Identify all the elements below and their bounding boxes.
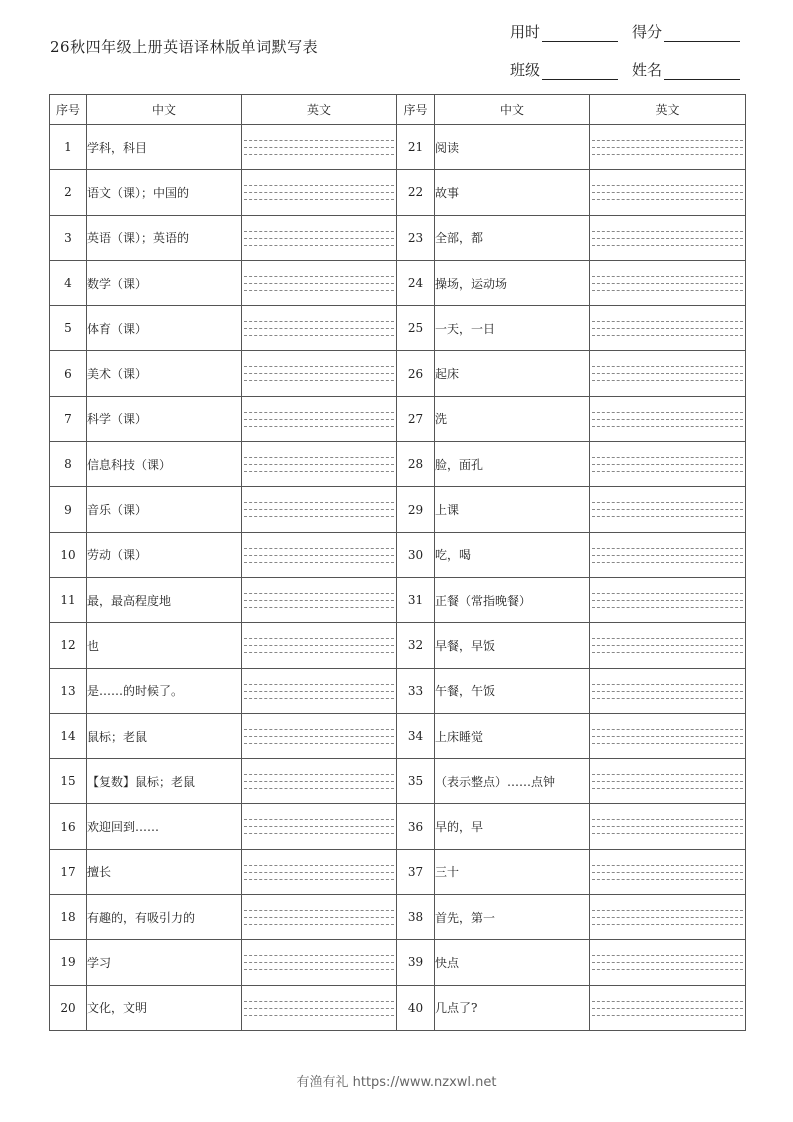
table-row <box>50 125 746 170</box>
chinese-word: 首先，第一 <box>435 895 590 940</box>
table-row <box>50 532 746 577</box>
english-answer-box[interactable] <box>242 215 397 260</box>
writing-guide-line <box>244 684 394 685</box>
writing-guide-line <box>244 698 394 699</box>
table-row <box>50 306 746 351</box>
chinese-word: 鼠标；老鼠 <box>87 713 242 758</box>
writing-guide-line <box>592 328 743 329</box>
writing-guide-line <box>592 245 743 246</box>
english-answer-box[interactable] <box>590 532 746 577</box>
table-row <box>50 623 746 668</box>
writing-guide-line <box>244 328 394 329</box>
page-title: 26秋四年级上册英语译林版单词默写表 <box>50 38 319 56</box>
chinese-word: 午餐，午饭 <box>435 668 590 713</box>
row-index: 16 <box>50 804 87 849</box>
row-index: 24 <box>397 260 435 305</box>
row-index: 34 <box>397 713 435 758</box>
writing-guide-line <box>592 645 743 646</box>
writing-guide-line <box>592 684 743 685</box>
writing-guide-line <box>592 872 743 873</box>
row-index: 22 <box>397 170 435 215</box>
row-index: 9 <box>50 487 87 532</box>
class-label: 班级 <box>510 61 541 79</box>
writing-guide-line <box>244 955 394 956</box>
english-answer-box[interactable] <box>242 577 397 622</box>
writing-guide-line <box>592 464 743 465</box>
chinese-word: 早的，早 <box>435 804 590 849</box>
row-index: 20 <box>50 985 87 1030</box>
writing-guide-line <box>244 774 394 775</box>
chinese-word: 正餐（常指晚餐） <box>435 577 590 622</box>
writing-guide-line <box>244 509 394 510</box>
chinese-word: 英语（课）；英语的 <box>87 215 242 260</box>
row-index: 29 <box>397 487 435 532</box>
english-answer-box[interactable] <box>242 170 397 215</box>
english-answer-box[interactable] <box>590 623 746 668</box>
table-row <box>50 396 746 441</box>
table-row <box>50 804 746 849</box>
chinese-word: 美术（课） <box>87 351 242 396</box>
writing-guide-line <box>592 147 743 148</box>
row-index: 10 <box>50 532 87 577</box>
english-answer-box[interactable] <box>590 170 746 215</box>
table-row <box>50 940 746 985</box>
writing-guide-line <box>244 147 394 148</box>
english-answer-box[interactable] <box>242 351 397 396</box>
english-answer-box[interactable] <box>242 668 397 713</box>
chinese-word: 上课 <box>435 487 590 532</box>
writing-guide-line <box>244 969 394 970</box>
writing-guide-line <box>592 238 743 239</box>
writing-guide-line <box>592 366 743 367</box>
writing-guide-line <box>244 412 394 413</box>
writing-guide-line <box>244 457 394 458</box>
english-answer-box[interactable] <box>242 396 397 441</box>
row-index: 39 <box>397 940 435 985</box>
row-index: 3 <box>50 215 87 260</box>
chinese-word: 学科，科目 <box>87 125 242 170</box>
name-line[interactable] <box>664 63 740 80</box>
info-fields <box>510 22 750 98</box>
writing-guide-line <box>592 509 743 510</box>
writing-guide-line <box>244 185 394 186</box>
english-answer-box[interactable] <box>242 260 397 305</box>
english-answer-box[interactable] <box>590 577 746 622</box>
writing-guide-line <box>244 321 394 322</box>
english-answer-box[interactable] <box>242 306 397 351</box>
row-index: 23 <box>397 215 435 260</box>
writing-guide-line <box>244 548 394 549</box>
english-answer-box[interactable] <box>242 532 397 577</box>
writing-guide-line <box>592 781 743 782</box>
table-row <box>50 985 746 1030</box>
writing-guide-line <box>592 879 743 880</box>
writing-guide-line <box>244 380 394 381</box>
writing-guide-line <box>592 819 743 820</box>
writing-guide-line <box>592 1015 743 1016</box>
writing-guide-line <box>592 199 743 200</box>
writing-guide-line <box>244 276 394 277</box>
chinese-word: 三十 <box>435 849 590 894</box>
row-index: 21 <box>397 125 435 170</box>
english-answer-box[interactable] <box>242 759 397 804</box>
writing-guide-line <box>244 819 394 820</box>
writing-guide-line <box>244 555 394 556</box>
writing-guide-line <box>592 321 743 322</box>
writing-guide-line <box>592 290 743 291</box>
row-index: 14 <box>50 713 87 758</box>
english-answer-box[interactable] <box>242 442 397 487</box>
writing-guide-line <box>244 865 394 866</box>
writing-guide-line <box>592 788 743 789</box>
table-row <box>50 577 746 622</box>
writing-guide-line <box>244 516 394 517</box>
writing-guide-line <box>592 1001 743 1002</box>
row-index: 7 <box>50 396 87 441</box>
writing-guide-line <box>592 729 743 730</box>
writing-guide-line <box>244 600 394 601</box>
english-answer-box[interactable] <box>590 849 746 894</box>
writing-guide-line <box>244 924 394 925</box>
english-answer-box[interactable] <box>590 985 746 1030</box>
writing-guide-line <box>244 1001 394 1002</box>
time-line[interactable] <box>542 25 618 42</box>
header-index-right: 序号 <box>397 95 435 125</box>
writing-guide-line <box>244 192 394 193</box>
row-index: 40 <box>397 985 435 1030</box>
field-row <box>510 22 750 42</box>
writing-guide-line <box>244 729 394 730</box>
row-index: 35 <box>397 759 435 804</box>
english-answer-box[interactable] <box>242 713 397 758</box>
chinese-word: 信息科技（课） <box>87 442 242 487</box>
writing-guide-line <box>244 502 394 503</box>
row-index: 28 <box>397 442 435 487</box>
writing-guide-line <box>592 638 743 639</box>
writing-guide-line <box>592 457 743 458</box>
english-answer-box[interactable] <box>242 849 397 894</box>
writing-guide-line <box>244 788 394 789</box>
writing-guide-line <box>592 962 743 963</box>
writing-guide-line <box>244 471 394 472</box>
table-row <box>50 668 746 713</box>
writing-guide-line <box>592 743 743 744</box>
english-answer-box[interactable] <box>242 940 397 985</box>
english-answer-box[interactable] <box>242 895 397 940</box>
class-field[interactable] <box>510 60 618 80</box>
writing-guide-line <box>592 1008 743 1009</box>
chinese-word: 学习 <box>87 940 242 985</box>
header-english-right: 英文 <box>590 95 746 125</box>
writing-guide-line <box>244 879 394 880</box>
writing-guide-line <box>244 691 394 692</box>
class-line[interactable] <box>542 63 618 80</box>
table-row <box>50 260 746 305</box>
chinese-word: 文化，文明 <box>87 985 242 1030</box>
writing-guide-line <box>244 826 394 827</box>
writing-guide-line <box>244 1008 394 1009</box>
table-header-row <box>50 95 746 125</box>
chinese-word: 科学（课） <box>87 396 242 441</box>
chinese-word: 故事 <box>435 170 590 215</box>
writing-guide-line <box>592 691 743 692</box>
writing-guide-line <box>592 698 743 699</box>
name-field[interactable] <box>632 60 740 80</box>
writing-guide-line <box>244 962 394 963</box>
english-answer-box[interactable] <box>242 623 397 668</box>
writing-guide-line <box>592 185 743 186</box>
writing-guide-line <box>244 373 394 374</box>
header-chinese-right: 中文 <box>435 95 590 125</box>
chinese-word: 快点 <box>435 940 590 985</box>
chinese-word: 洗 <box>435 396 590 441</box>
chinese-word: 体育（课） <box>87 306 242 351</box>
row-index: 19 <box>50 940 87 985</box>
english-answer-box[interactable] <box>590 260 746 305</box>
writing-guide-line <box>244 283 394 284</box>
row-index: 4 <box>50 260 87 305</box>
row-index: 15 <box>50 759 87 804</box>
row-index: 30 <box>397 532 435 577</box>
row-index: 13 <box>50 668 87 713</box>
writing-guide-line <box>244 231 394 232</box>
writing-guide-line <box>592 555 743 556</box>
writing-guide-line <box>592 600 743 601</box>
header-chinese-left: 中文 <box>87 95 242 125</box>
writing-guide-line <box>592 593 743 594</box>
row-index: 2 <box>50 170 87 215</box>
row-index: 18 <box>50 895 87 940</box>
row-index: 8 <box>50 442 87 487</box>
writing-guide-line <box>592 924 743 925</box>
chinese-word: 全部，都 <box>435 215 590 260</box>
table-row <box>50 170 746 215</box>
table-row <box>50 215 746 260</box>
chinese-word: 吃，喝 <box>435 532 590 577</box>
english-answer-box[interactable] <box>590 487 746 532</box>
row-index: 17 <box>50 849 87 894</box>
writing-guide-line <box>592 562 743 563</box>
row-index: 5 <box>50 306 87 351</box>
chinese-word: 阅读 <box>435 125 590 170</box>
writing-guide-line <box>244 335 394 336</box>
row-index: 25 <box>397 306 435 351</box>
writing-guide-line <box>592 231 743 232</box>
english-answer-box[interactable] <box>242 804 397 849</box>
writing-guide-line <box>244 154 394 155</box>
writing-guide-line <box>592 283 743 284</box>
writing-guide-line <box>244 245 394 246</box>
writing-guide-line <box>244 652 394 653</box>
english-answer-box[interactable] <box>590 125 746 170</box>
footer-watermark: 有渔有礼 https://www.nzxwl.net <box>296 1075 497 1090</box>
row-index: 36 <box>397 804 435 849</box>
writing-guide-line <box>592 276 743 277</box>
table-row <box>50 849 746 894</box>
chinese-word: 上床睡觉 <box>435 713 590 758</box>
writing-guide-line <box>592 140 743 141</box>
chinese-word: 欢迎回到…… <box>87 804 242 849</box>
writing-guide-line <box>592 917 743 918</box>
writing-guide-line <box>592 335 743 336</box>
writing-guide-line <box>244 593 394 594</box>
writing-guide-line <box>592 412 743 413</box>
table-row <box>50 442 746 487</box>
writing-guide-line <box>244 464 394 465</box>
writing-guide-line <box>592 736 743 737</box>
score-line[interactable] <box>664 25 740 42</box>
chinese-word: 一天，一日 <box>435 306 590 351</box>
writing-guide-line <box>244 290 394 291</box>
writing-guide-line <box>244 638 394 639</box>
writing-guide-line <box>592 826 743 827</box>
writing-guide-line <box>592 373 743 374</box>
writing-guide-line <box>244 238 394 239</box>
english-answer-box[interactable] <box>590 442 746 487</box>
row-index: 33 <box>397 668 435 713</box>
writing-guide-line <box>592 419 743 420</box>
header-index-left: 序号 <box>50 95 87 125</box>
table-row <box>50 351 746 396</box>
field-row <box>510 60 750 80</box>
chinese-word: 语文（课）；中国的 <box>87 170 242 215</box>
english-answer-box[interactable] <box>242 487 397 532</box>
chinese-word: 几点了? <box>435 985 590 1030</box>
chinese-word: 是……的时候了。 <box>87 668 242 713</box>
row-index: 11 <box>50 577 87 622</box>
writing-guide-line <box>592 652 743 653</box>
writing-guide-line <box>244 199 394 200</box>
writing-guide-line <box>244 607 394 608</box>
table-row <box>50 713 746 758</box>
english-answer-box[interactable] <box>590 804 746 849</box>
table-row <box>50 895 746 940</box>
writing-guide-line <box>244 917 394 918</box>
writing-guide-line <box>244 743 394 744</box>
chinese-word: 音乐（课） <box>87 487 242 532</box>
time-label: 用时 <box>510 23 541 41</box>
english-answer-box[interactable] <box>590 215 746 260</box>
writing-guide-line <box>592 192 743 193</box>
writing-guide-line <box>244 366 394 367</box>
writing-guide-line <box>244 1015 394 1016</box>
writing-guide-line <box>592 471 743 472</box>
table-row <box>50 759 746 804</box>
writing-guide-line <box>244 140 394 141</box>
row-index: 6 <box>50 351 87 396</box>
writing-guide-line <box>244 645 394 646</box>
english-answer-box[interactable] <box>590 396 746 441</box>
writing-guide-line <box>244 872 394 873</box>
writing-guide-line <box>592 955 743 956</box>
chinese-word: 有趣的，有吸引力的 <box>87 895 242 940</box>
writing-guide-line <box>592 380 743 381</box>
chinese-word: 【复数】鼠标；老鼠 <box>87 759 242 804</box>
chinese-word: 起床 <box>435 351 590 396</box>
english-answer-box[interactable] <box>590 306 746 351</box>
english-answer-box[interactable] <box>242 985 397 1030</box>
row-index: 31 <box>397 577 435 622</box>
chinese-word: 擅长 <box>87 849 242 894</box>
table-row <box>50 487 746 532</box>
writing-guide-line <box>244 426 394 427</box>
chinese-word: 操场，运动场 <box>435 260 590 305</box>
writing-guide-line <box>592 607 743 608</box>
writing-guide-line <box>244 562 394 563</box>
header-english-left: 英文 <box>242 95 397 125</box>
writing-guide-line <box>592 516 743 517</box>
writing-guide-line <box>592 548 743 549</box>
writing-guide-line <box>592 969 743 970</box>
writing-guide-line <box>592 774 743 775</box>
english-answer-box[interactable] <box>590 759 746 804</box>
english-answer-box[interactable] <box>590 351 746 396</box>
row-index: 26 <box>397 351 435 396</box>
writing-guide-line <box>244 736 394 737</box>
chinese-word: （表示整点）……点钟 <box>435 759 590 804</box>
chinese-word: 早餐，早饭 <box>435 623 590 668</box>
chinese-word: 劳动（课） <box>87 532 242 577</box>
chinese-word: 数学（课） <box>87 260 242 305</box>
score-field[interactable] <box>632 22 740 42</box>
english-answer-box[interactable] <box>590 668 746 713</box>
writing-guide-line <box>244 833 394 834</box>
word-table <box>49 94 746 1031</box>
writing-guide-line <box>592 426 743 427</box>
row-index: 12 <box>50 623 87 668</box>
english-answer-box[interactable] <box>590 713 746 758</box>
english-answer-box[interactable] <box>590 940 746 985</box>
row-index: 1 <box>50 125 87 170</box>
chinese-word: 最，最高程度地 <box>87 577 242 622</box>
writing-guide-line <box>244 419 394 420</box>
row-index: 37 <box>397 849 435 894</box>
score-label: 得分 <box>632 23 663 41</box>
time-field[interactable] <box>510 22 618 42</box>
row-index: 32 <box>397 623 435 668</box>
writing-guide-line <box>592 910 743 911</box>
writing-guide-line <box>244 781 394 782</box>
row-index: 27 <box>397 396 435 441</box>
writing-guide-line <box>592 502 743 503</box>
chinese-word: 也 <box>87 623 242 668</box>
english-answer-box[interactable] <box>242 125 397 170</box>
writing-guide-line <box>592 154 743 155</box>
chinese-word: 脸，面孔 <box>435 442 590 487</box>
name-label: 姓名 <box>632 61 663 79</box>
writing-guide-line <box>592 833 743 834</box>
writing-guide-line <box>244 910 394 911</box>
writing-guide-line <box>592 865 743 866</box>
english-answer-box[interactable] <box>590 895 746 940</box>
row-index: 38 <box>397 895 435 940</box>
